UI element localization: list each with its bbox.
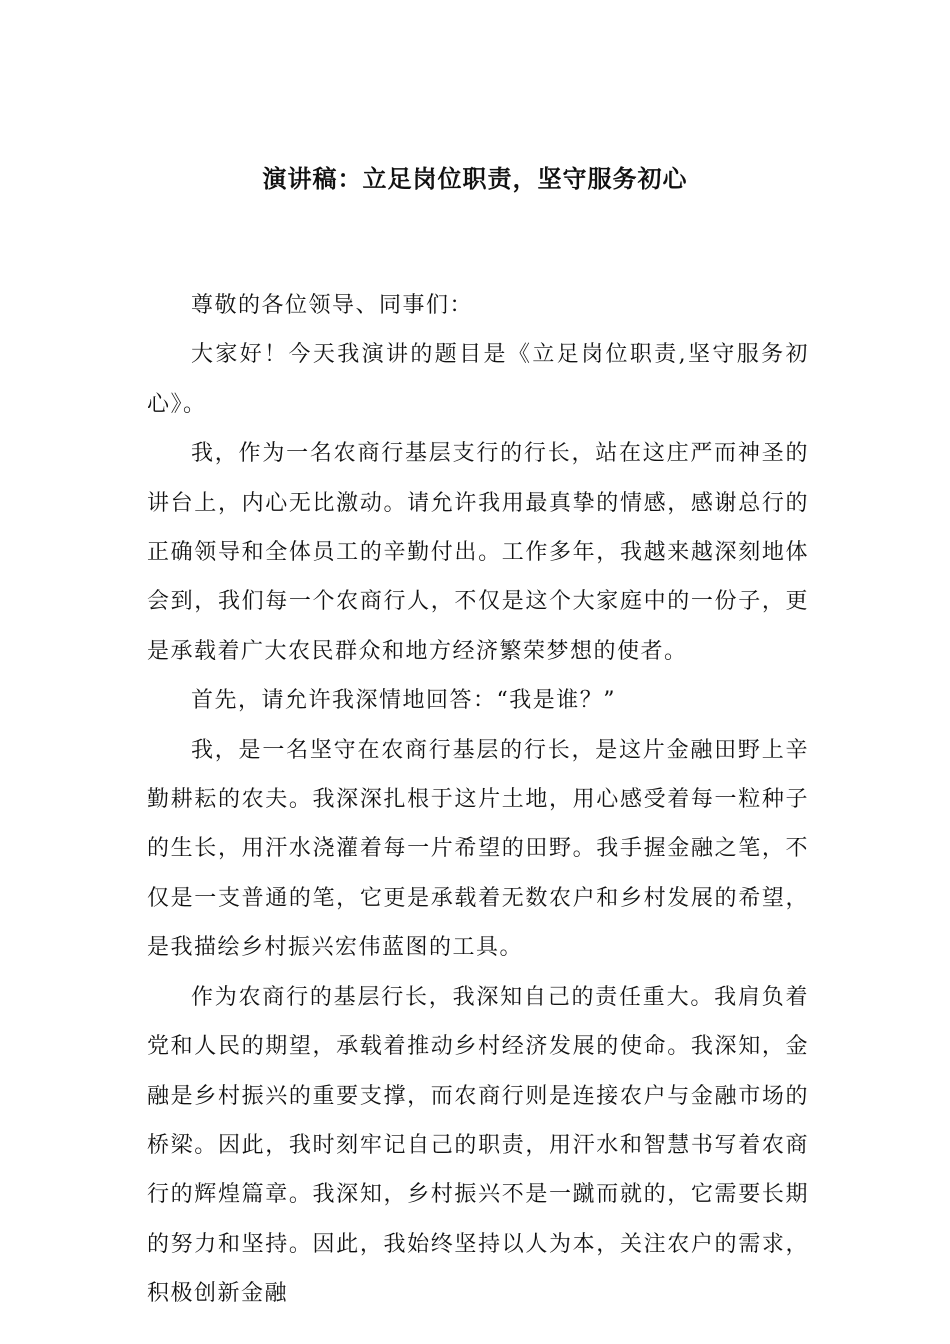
paragraph-responsibility: 作为农商行的基层行长，我深知自己的责任重大。我肩负着党和人民的期望，承载着推动乡村经济发展的使命。我深知，金融是乡村振兴的重要支撑，而农商行则是连接农户与金融市场的桥梁。因此，我时刻牢记自己的职责，用汗水和智慧书写着农商行的辉煌篇章。我深知，乡村振兴不是一蹴而就的，它需要长期的努力和坚持。因此，我始终坚持以人为本，关注农户的需求，积极创新金融 [147, 984, 809, 1307]
paragraph-identity: 我，是一名坚守在农商行基层的行长，是这片金融田野上辛勤耕耘的农夫。我深深扎根于这片土地，用心感受着每一粒种子的生长，用汗水浇灌着每一片希望的田野。我手握金融之笔，不仅是一支普通的笔，它更是承载着无数农户和乡村发展的希望，是我描绘乡村振兴宏伟蓝图的工具。 [147, 737, 809, 961]
paragraph-greeting: 尊敬的各位领导、同事们： [191, 293, 474, 318]
document-body [147, 281, 809, 1319]
paragraph-intro: 大家好！今天我演讲的题目是《立足岗位职责,坚守服务初心》。 [147, 342, 809, 417]
paragraph-self-introduction: 我，作为一名农商行基层支行的行长，站在这庄严而神圣的讲台上，内心无比激动。请允许我用最真挚的情感，感谢总行的正确领导和全体员工的辛勤付出。工作多年，我越来越深刻地体会到，我们每一个农商行人，不仅是这个大家庭中的一份子，更是承载着广大农民群众和地方经济繁荣梦想的使者。 [147, 441, 809, 664]
paragraph-question: 首先，请允许我深情地回答：“我是谁？” [191, 688, 616, 714]
document-title: 演讲稿：立足岗位职责，坚守服务初心 [262, 164, 688, 193]
